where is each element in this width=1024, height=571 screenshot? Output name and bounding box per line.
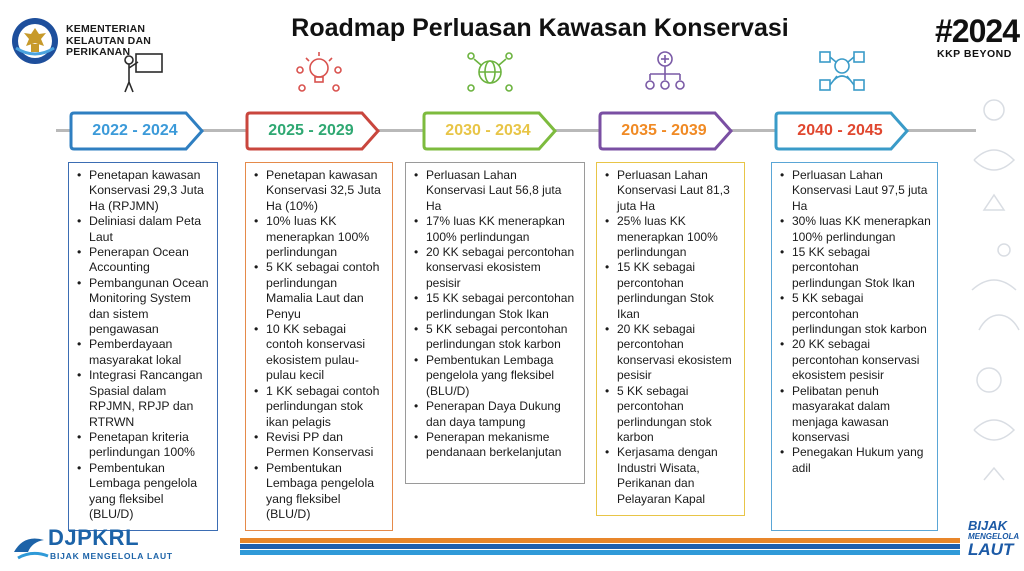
list-item: • Perluasan Lahan Konservasi Laut 81,3 juta Ha (601, 168, 738, 214)
kkp-emblem-icon (10, 16, 60, 66)
phase-item-list (73, 168, 211, 522)
djpkrl-title: DJPKRL (48, 525, 140, 550)
list-item: • Deliniasi dalam Peta Laut (73, 214, 211, 245)
list-item: • Penetapan kawasan Konservasi 32,5 Juta Ha (10%) (250, 168, 386, 214)
list-item: • Penerapan mekanisme pendanaan berkelanjutan (410, 430, 578, 461)
list-item: • Pembangunan Ocean Monitoring System dan sistem pengawasan (73, 276, 211, 338)
sea-doodle-decoration (964, 80, 1024, 500)
list-item: • Pembentukan Lembaga pengelola yang fleksibel (BLU/D) (250, 461, 386, 523)
hashtag-2024: #2024 (935, 13, 1019, 49)
phase-label-1: 2022 - 2024 (92, 122, 178, 139)
phase-label-4: 2035 - 2039 (621, 122, 707, 139)
list-item: • 15 KK sebagai percontohan perlindungan Stok Ikan (410, 291, 578, 322)
footer-stripe-lightblue (240, 550, 960, 555)
globe-network-icon (465, 50, 515, 94)
list-item: • 5 KK sebagai contoh perlindungan Mamalia Laut dan Penyu (250, 260, 386, 322)
list-item: • 1 KK sebagai contoh perlindungan stok ikan pelagis (250, 384, 386, 430)
kkp-beyond-tagline: KKP BEYOND (937, 48, 1012, 60)
phase-label-3: 2030 - 2034 (445, 122, 531, 139)
bijak-mengelola-laut-logo: BIJAK MENGELOLA LAUT (968, 518, 1020, 559)
list-item: • Perluasan Lahan Konservasi Laut 56,8 juta Ha (410, 168, 578, 214)
list-item: • Penerapan Daya Dukung dan daya tampung (410, 399, 578, 430)
list-item: • 17% luas KK menerapkan 100% perlindungan (410, 214, 578, 245)
phase-item-list (250, 168, 386, 522)
phase-box-2035-2039 (596, 162, 745, 516)
list-item: • 20 KK sebagai percontohan konservasi ekosistem pesisir (601, 322, 738, 384)
list-item: • 15 KK sebagai percontohan perlindungan Stok Ikan (601, 260, 738, 322)
list-item: • 5 KK sebagai percontohan perlindungan stok karbon (410, 322, 578, 353)
footer-stripe-orange (240, 538, 960, 543)
list-item: • Penegakan Hukum yang adil (776, 445, 931, 476)
network-plus-icon (640, 50, 690, 94)
list-item: • 20 KK sebagai percontohan konservasi ekosistem pesisir (410, 245, 578, 291)
phase-box-2025-2029 (245, 162, 393, 531)
logo-text: KEMENTERIAN KELAUTAN DAN PERIKANAN (66, 23, 152, 58)
list-item: • 20 KK sebagai percontohan konservasi ekosistem pesisir (776, 337, 931, 383)
phase-label-2: 2025 - 2029 (268, 122, 354, 139)
phase-box-2022-2024 (68, 162, 218, 531)
list-item: • 25% luas KK menerapkan 100% perlindungan (601, 214, 738, 260)
phase-item-list (410, 168, 578, 461)
list-item: • 5 KK sebagai percontohan perlindungan stok karbon (776, 291, 931, 337)
list-item: • Pembentukan Lembaga pengelola yang fleksibel (BLU/D) (410, 353, 578, 399)
djpkrl-tagline: BIJAK MENGELOLA LAUT (50, 551, 173, 561)
list-item: • 10% luas KK menerapkan 100% perlindungan (250, 214, 386, 260)
list-item: • Revisi PP dan Permen Konservasi (250, 430, 386, 461)
list-item: • Penetapan kawasan Konservasi 29,3 Juta Ha (RPJMN) (73, 168, 211, 214)
page-title: Roadmap Perluasan Kawasan Konservasi (291, 14, 789, 42)
list-item: • Pemberdayaan masyarakat lokal (73, 337, 211, 368)
footer-stripe-blue (240, 544, 960, 549)
lightbulb-people-icon (294, 50, 344, 94)
phase-item-list (776, 168, 931, 476)
list-item: • Pembentukan Lembaga pengelola yang fleksibel (BLU/D) (73, 461, 211, 523)
list-item: • Penerapan Ocean Accounting (73, 245, 211, 276)
list-item: • 15 KK sebagai percontohan perlindungan Stok Ikan (776, 245, 931, 291)
list-item: • 10 KK sebagai contoh konservasi ekosistem pulau-pulau kecil (250, 322, 386, 384)
list-item: • 30% luas KK menerapkan 100% perlindungan (776, 214, 931, 245)
phase-box-2040-2045 (771, 162, 938, 531)
phase-label-5: 2040 - 2045 (797, 122, 883, 139)
list-item: • Penetapan kriteria perlindungan 100% (73, 430, 211, 461)
list-item: • Perluasan Lahan Konservasi Laut 97,5 juta Ha (776, 168, 931, 214)
list-item: • 5 KK sebagai percontohan perlindungan stok karbon (601, 384, 738, 446)
list-item: • Kerjasama dengan Industri Wisata, Perikanan dan Pelayaran Kapal (601, 445, 738, 507)
presenter-icon (118, 50, 168, 94)
phase-item-list (601, 168, 738, 507)
team-structure-icon (817, 50, 867, 94)
list-item: • Pelibatan penuh masyarakat dalam menjaga kawasan konservasi (776, 384, 931, 446)
phase-box-2030-2034 (405, 162, 585, 484)
list-item: • Integrasi Rancangan Spasial dalam RPJMN, RPJP dan RTRWN (73, 368, 211, 430)
